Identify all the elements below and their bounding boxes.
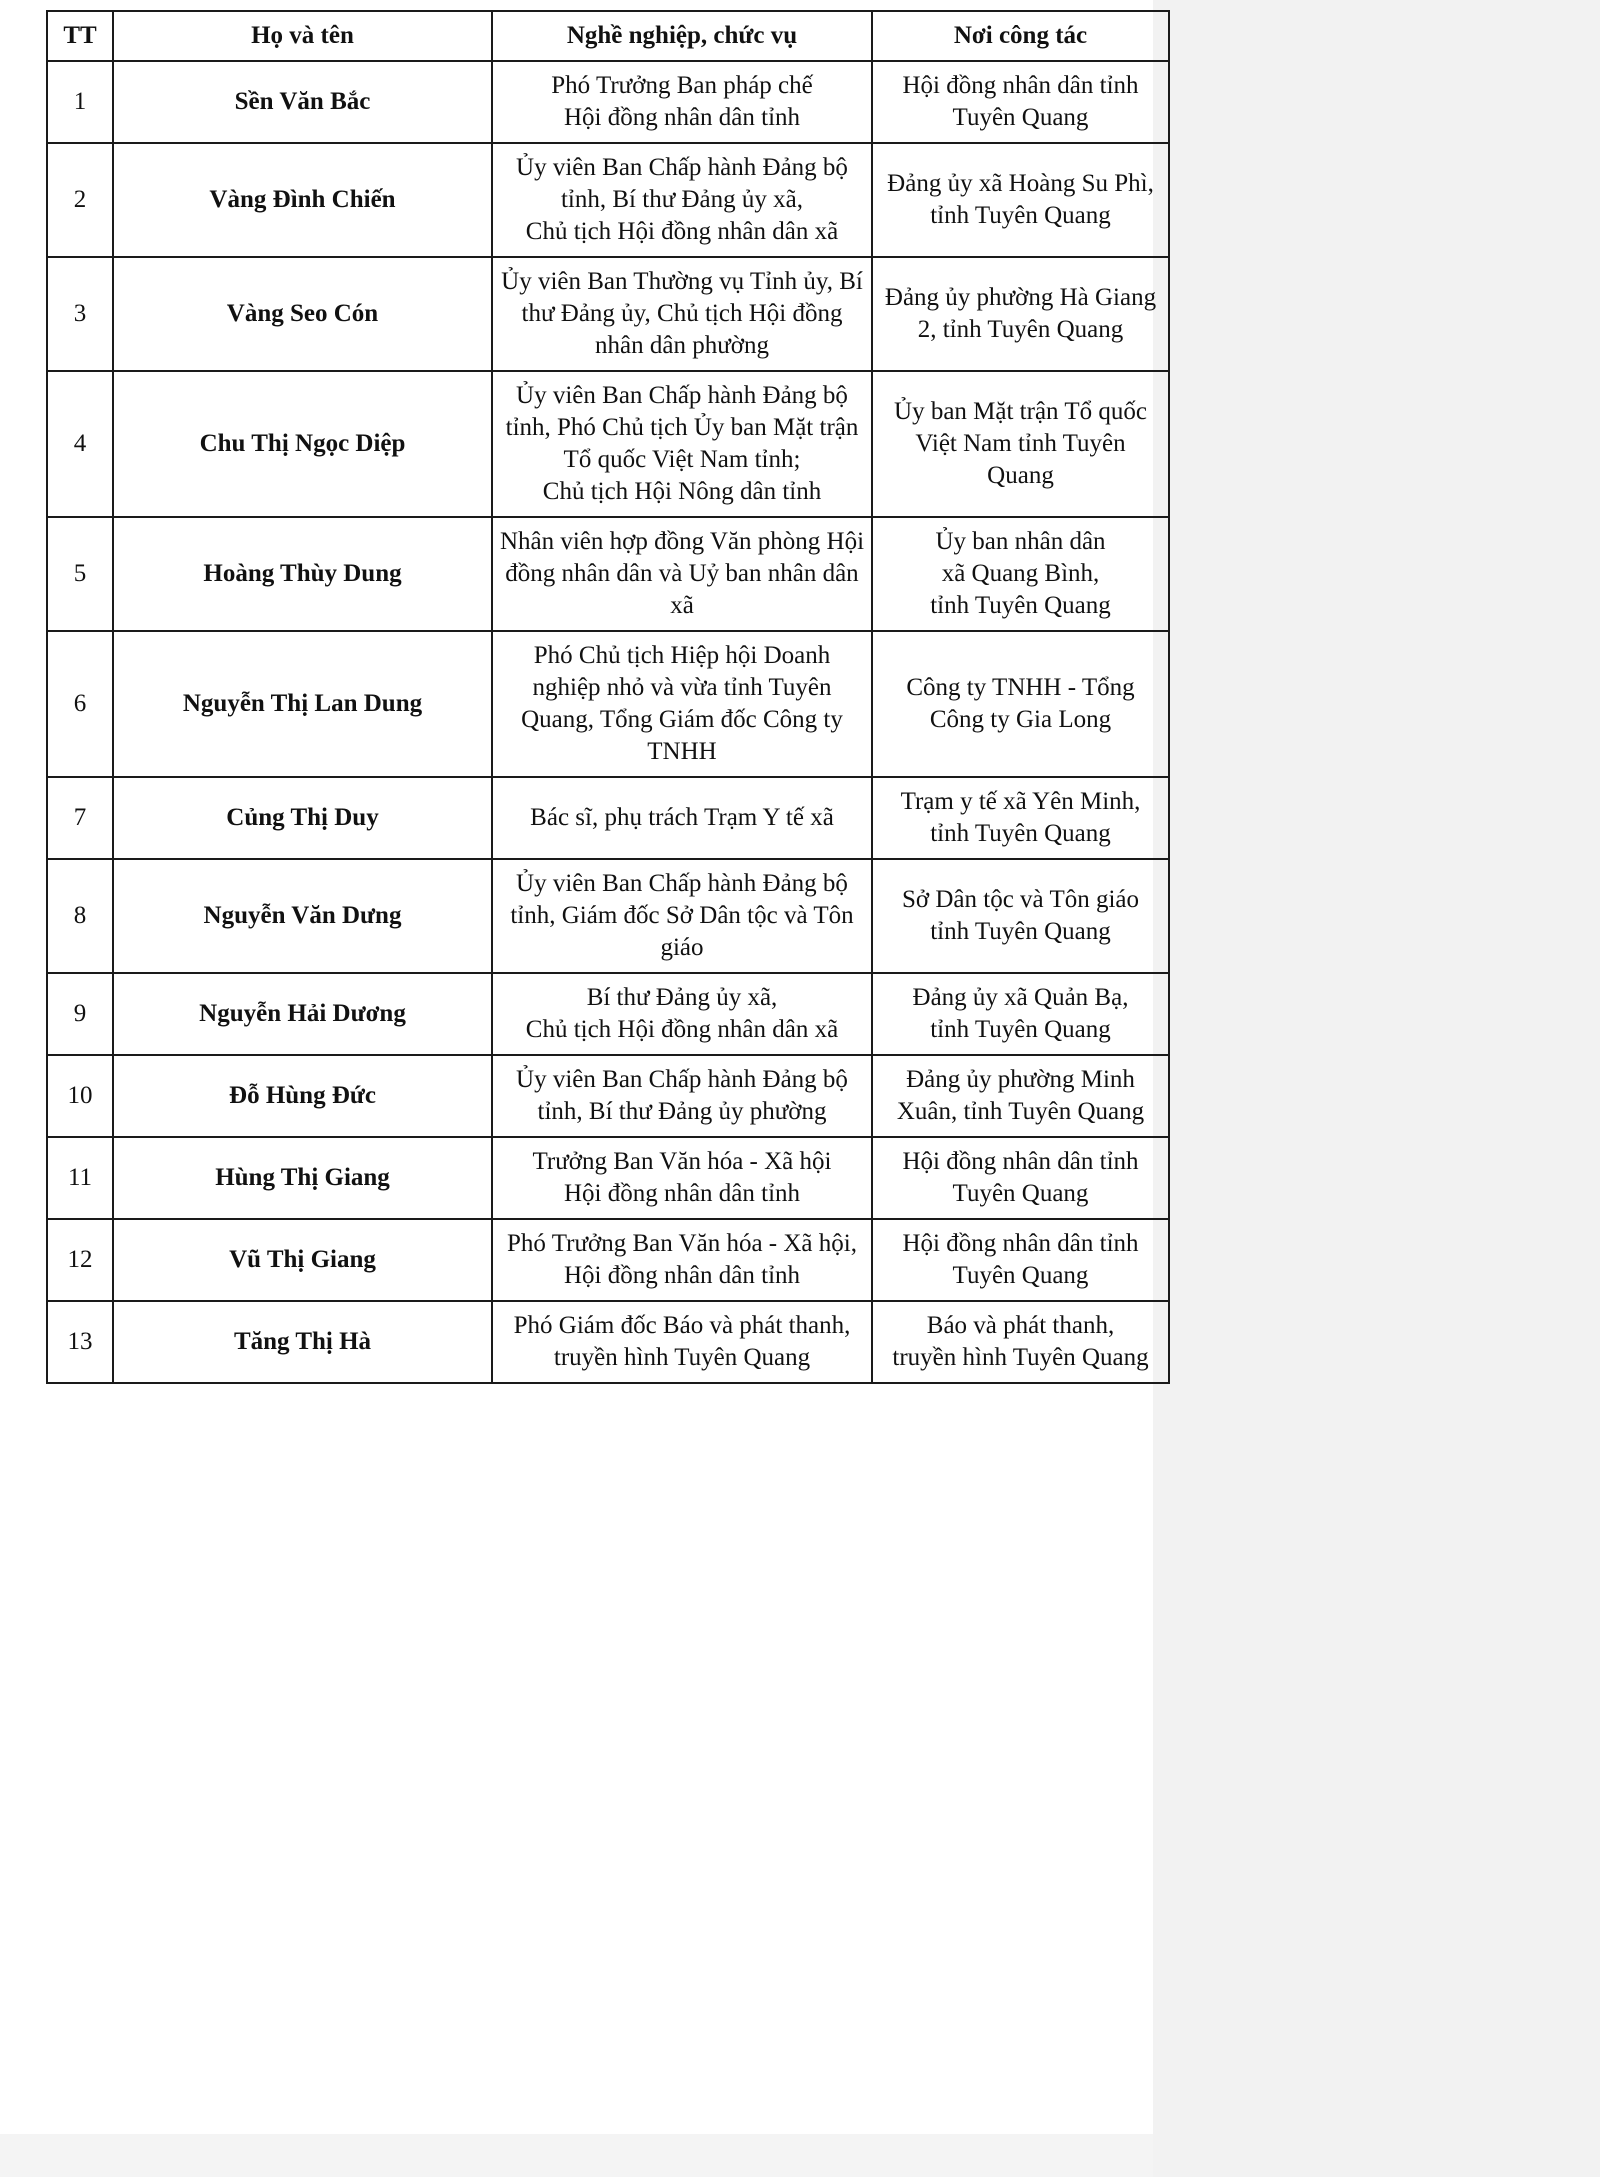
cell-tt: 5 (47, 517, 113, 631)
cell-tt: 11 (47, 1137, 113, 1219)
cell-job: Ủy viên Ban Chấp hành Đảng bộ tỉnh, Giám đốc Sở Dân tộc và Tôn giáo (492, 859, 872, 973)
cell-job: Bác sĩ, phụ trách Trạm Y tế xã (492, 777, 872, 859)
cell-place: Đảng ủy xã Quản Bạ, tỉnh Tuyên Quang (872, 973, 1169, 1055)
table-header-row (47, 11, 1169, 61)
cell-place: Ủy ban nhân dân xã Quang Bình, tỉnh Tuyên Quang (872, 517, 1169, 631)
cell-tt: 12 (47, 1219, 113, 1301)
cell-job: Phó Trưởng Ban pháp chế Hội đồng nhân dân tỉnh (492, 61, 872, 143)
table-row (47, 371, 1169, 517)
cell-name: Sền Văn Bắc (113, 61, 492, 143)
sheet-bottom-margin (0, 2134, 1153, 2177)
cell-place: Báo và phát thanh, truyền hình Tuyên Quang (872, 1301, 1169, 1383)
cell-name: Củng Thị Duy (113, 777, 492, 859)
cell-place: Sở Dân tộc và Tôn giáo tỉnh Tuyên Quang (872, 859, 1169, 973)
cell-tt: 7 (47, 777, 113, 859)
cell-tt: 10 (47, 1055, 113, 1137)
cell-job: Ủy viên Ban Chấp hành Đảng bộ tỉnh, Bí thư Đảng ủy xã, Chủ tịch Hội đồng nhân dân xã (492, 143, 872, 257)
cell-tt: 2 (47, 143, 113, 257)
table-row (47, 61, 1169, 143)
table-row (47, 973, 1169, 1055)
cell-name: Nguyễn Hải Dương (113, 973, 492, 1055)
cell-job: Ủy viên Ban Chấp hành Đảng bộ tỉnh, Bí thư Đảng ủy phường (492, 1055, 872, 1137)
cell-place: Hội đồng nhân dân tỉnh Tuyên Quang (872, 1219, 1169, 1301)
table-row (47, 777, 1169, 859)
column-header-tt: TT (47, 11, 113, 61)
cell-tt: 8 (47, 859, 113, 973)
cell-name: Hùng Thị Giang (113, 1137, 492, 1219)
cell-tt: 3 (47, 257, 113, 371)
cell-place: Trạm y tế xã Yên Minh, tỉnh Tuyên Quang (872, 777, 1169, 859)
column-header-place: Nơi công tác (872, 11, 1169, 61)
cell-job: Trưởng Ban Văn hóa - Xã hội Hội đồng nhân dân tỉnh (492, 1137, 872, 1219)
cell-name: Hoàng Thùy Dung (113, 517, 492, 631)
table-row (47, 1219, 1169, 1301)
cell-tt: 9 (47, 973, 113, 1055)
cell-place: Hội đồng nhân dân tỉnh Tuyên Quang (872, 1137, 1169, 1219)
table-row (47, 631, 1169, 777)
cell-name: Chu Thị Ngọc Diệp (113, 371, 492, 517)
cell-tt: 4 (47, 371, 113, 517)
cell-name: Tăng Thị Hà (113, 1301, 492, 1383)
column-header-name: Họ và tên (113, 11, 492, 61)
cell-tt: 6 (47, 631, 113, 777)
cell-name: Nguyễn Văn Dưng (113, 859, 492, 973)
candidate-table (46, 10, 1170, 1384)
cell-place: Ủy ban Mặt trận Tổ quốc Việt Nam tỉnh Tuyên Quang (872, 371, 1169, 517)
cell-job: Phó Chủ tịch Hiệp hội Doanh nghiệp nhỏ và vừa tỉnh Tuyên Quang, Tổng Giám đốc Công ty TNHH (492, 631, 872, 777)
cell-job: Phó Trưởng Ban Văn hóa - Xã hội, Hội đồng nhân dân tỉnh (492, 1219, 872, 1301)
candidate-table-container (46, 10, 1157, 1384)
table-row (47, 1055, 1169, 1137)
cell-job: Ủy viên Ban Thường vụ Tỉnh ủy, Bí thư Đảng ủy, Chủ tịch Hội đồng nhân dân phường (492, 257, 872, 371)
cell-place: Đảng ủy phường Hà Giang 2, tỉnh Tuyên Quang (872, 257, 1169, 371)
cell-job: Bí thư Đảng ủy xã, Chủ tịch Hội đồng nhân dân xã (492, 973, 872, 1055)
cell-place: Đảng ủy xã Hoàng Su Phì, tỉnh Tuyên Quang (872, 143, 1169, 257)
table-row (47, 1301, 1169, 1383)
cell-name: Đỗ Hùng Đức (113, 1055, 492, 1137)
table-row (47, 143, 1169, 257)
cell-tt: 1 (47, 61, 113, 143)
table-row (47, 1137, 1169, 1219)
table-row (47, 517, 1169, 631)
cell-name: Vũ Thị Giang (113, 1219, 492, 1301)
cell-name: Vàng Đình Chiến (113, 143, 492, 257)
cell-place: Đảng ủy phường Minh Xuân, tỉnh Tuyên Quang (872, 1055, 1169, 1137)
cell-name: Nguyễn Thị Lan Dung (113, 631, 492, 777)
cell-tt: 13 (47, 1301, 113, 1383)
column-header-job: Nghề nghiệp, chức vụ (492, 11, 872, 61)
cell-name: Vàng Seo Cón (113, 257, 492, 371)
cell-job: Nhân viên hợp đồng Văn phòng Hội đồng nhân dân và Uỷ ban nhân dân xã (492, 517, 872, 631)
cell-place: Hội đồng nhân dân tỉnh Tuyên Quang (872, 61, 1169, 143)
table-row (47, 257, 1169, 371)
table-header (47, 11, 1169, 61)
table-body (47, 61, 1169, 1383)
table-row (47, 859, 1169, 973)
cell-place: Công ty TNHH - Tổng Công ty Gia Long (872, 631, 1169, 777)
cell-job: Ủy viên Ban Chấp hành Đảng bộ tỉnh, Phó Chủ tịch Ủy ban Mặt trận Tổ quốc Việt Nam tỉnh; Chủ tịch Hội Nông dân tỉnh (492, 371, 872, 517)
page-background (1153, 0, 1600, 2177)
cell-job: Phó Giám đốc Báo và phát thanh, truyền hình Tuyên Quang (492, 1301, 872, 1383)
